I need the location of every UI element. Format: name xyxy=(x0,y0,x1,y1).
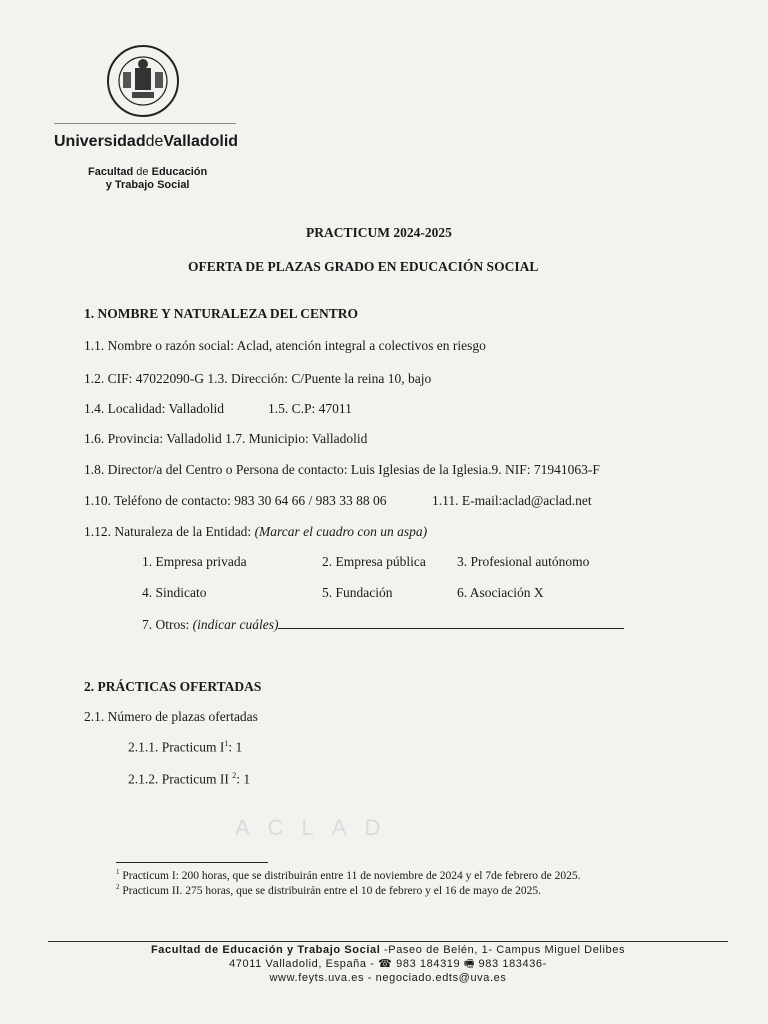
aclad-watermark-stamp: ACLAD xyxy=(235,815,399,840)
footnote-2: $^2$ Practicum II. 275 horas, que se distribuirán entre el 10 de febrero y el 16 de mayo de 2025. xyxy=(116,883,542,897)
faculty-name: Facultad de Educación y Trabajo Social xyxy=(88,166,208,191)
footnote-divider xyxy=(116,862,268,863)
option-sindicato: 4. Sindicato xyxy=(142,585,207,600)
field-email: 1.11. E-mail:aclad@aclad.net xyxy=(432,493,592,508)
document-subtitle: OFERTA DE PLAZAS GRADO EN EDUCACIÓN SOCIAL xyxy=(188,259,539,274)
field-nombre: 1.1. Nombre o razón social: Aclad, atención integral a colectivos en riesgo xyxy=(84,338,486,353)
option-profesional-autonomo: 3. Profesional autónomo xyxy=(457,554,590,569)
document-title: PRACTICUM 2024-2025 xyxy=(306,225,452,240)
website-link[interactable]: www.feyts.uva.es xyxy=(269,972,365,984)
field-cp: 1.5. C.P: 47011 xyxy=(268,401,352,416)
page-footer: Facultad de Educación y Trabajo Social -Paseo de Belén, 1- Campus Miguel Delibes 47011 Valladolid, España - ☎ 983 184319 🖷 983 183436- www.feyts.uva.es - negociado.edts@uva.es xyxy=(150,944,626,984)
logo-divider xyxy=(54,123,236,124)
university-name: UniversidaddeValladolid xyxy=(54,133,239,150)
option-fundacion: 5. Fundación xyxy=(322,585,393,600)
otros-blank-line xyxy=(278,616,624,629)
field-cif-direccion: 1.2. CIF: 47022090-G 1.3. Dirección: C/Puente la reina 10, bajo xyxy=(84,371,432,386)
field-telefono: 1.10. Teléfono de contacto: 983 30 64 66 / 983 33 88 06 xyxy=(84,493,387,508)
footnote-1: $^1$ Practicum I: 200 horas, que se distribuirán entre 11 de noviembre de 2024 y el 7de febrero de 2025. xyxy=(116,868,581,882)
field-naturaleza: 1.12. Naturaleza de la Entidad: (Marcar el cuadro con un aspa) xyxy=(84,524,428,539)
field-practicum-2: 2.1.2. Practicum II $^2$: 1 xyxy=(128,771,251,787)
field-numero-plazas: 2.1. Número de plazas ofertadas xyxy=(84,709,258,724)
section-1-heading: 1. NOMBRE Y NATURALEZA DEL CENTRO xyxy=(84,306,359,321)
field-contacto-nif: 1.8. Director/a del Centro o Persona de contacto: Luis Iglesias de la Iglesia.9. NIF: 71941063-F xyxy=(84,462,600,477)
option-otros: 7. Otros: (indicar cuáles) xyxy=(142,616,624,633)
section-2-heading: 2. PRÁCTICAS OFERTADAS xyxy=(84,679,262,694)
university-seal-logo xyxy=(106,44,180,118)
field-practicum-1: 2.1.1. Practicum $I^1$: 1 xyxy=(128,739,243,755)
email-link[interactable]: negociado.edts@uva.es xyxy=(375,972,507,984)
option-empresa-publica: 2. Empresa pública xyxy=(322,554,426,569)
field-localidad: 1.4. Localidad: Valladolid xyxy=(84,401,224,416)
option-asociacion-selected: 6. Asociación X xyxy=(457,585,544,600)
option-empresa-privada: 1. Empresa privada xyxy=(142,554,247,569)
field-provincia-municipio: 1.6. Provincia: Valladolid 1.7. Municipio: Valladolid xyxy=(84,431,368,446)
footer-divider xyxy=(48,941,728,942)
